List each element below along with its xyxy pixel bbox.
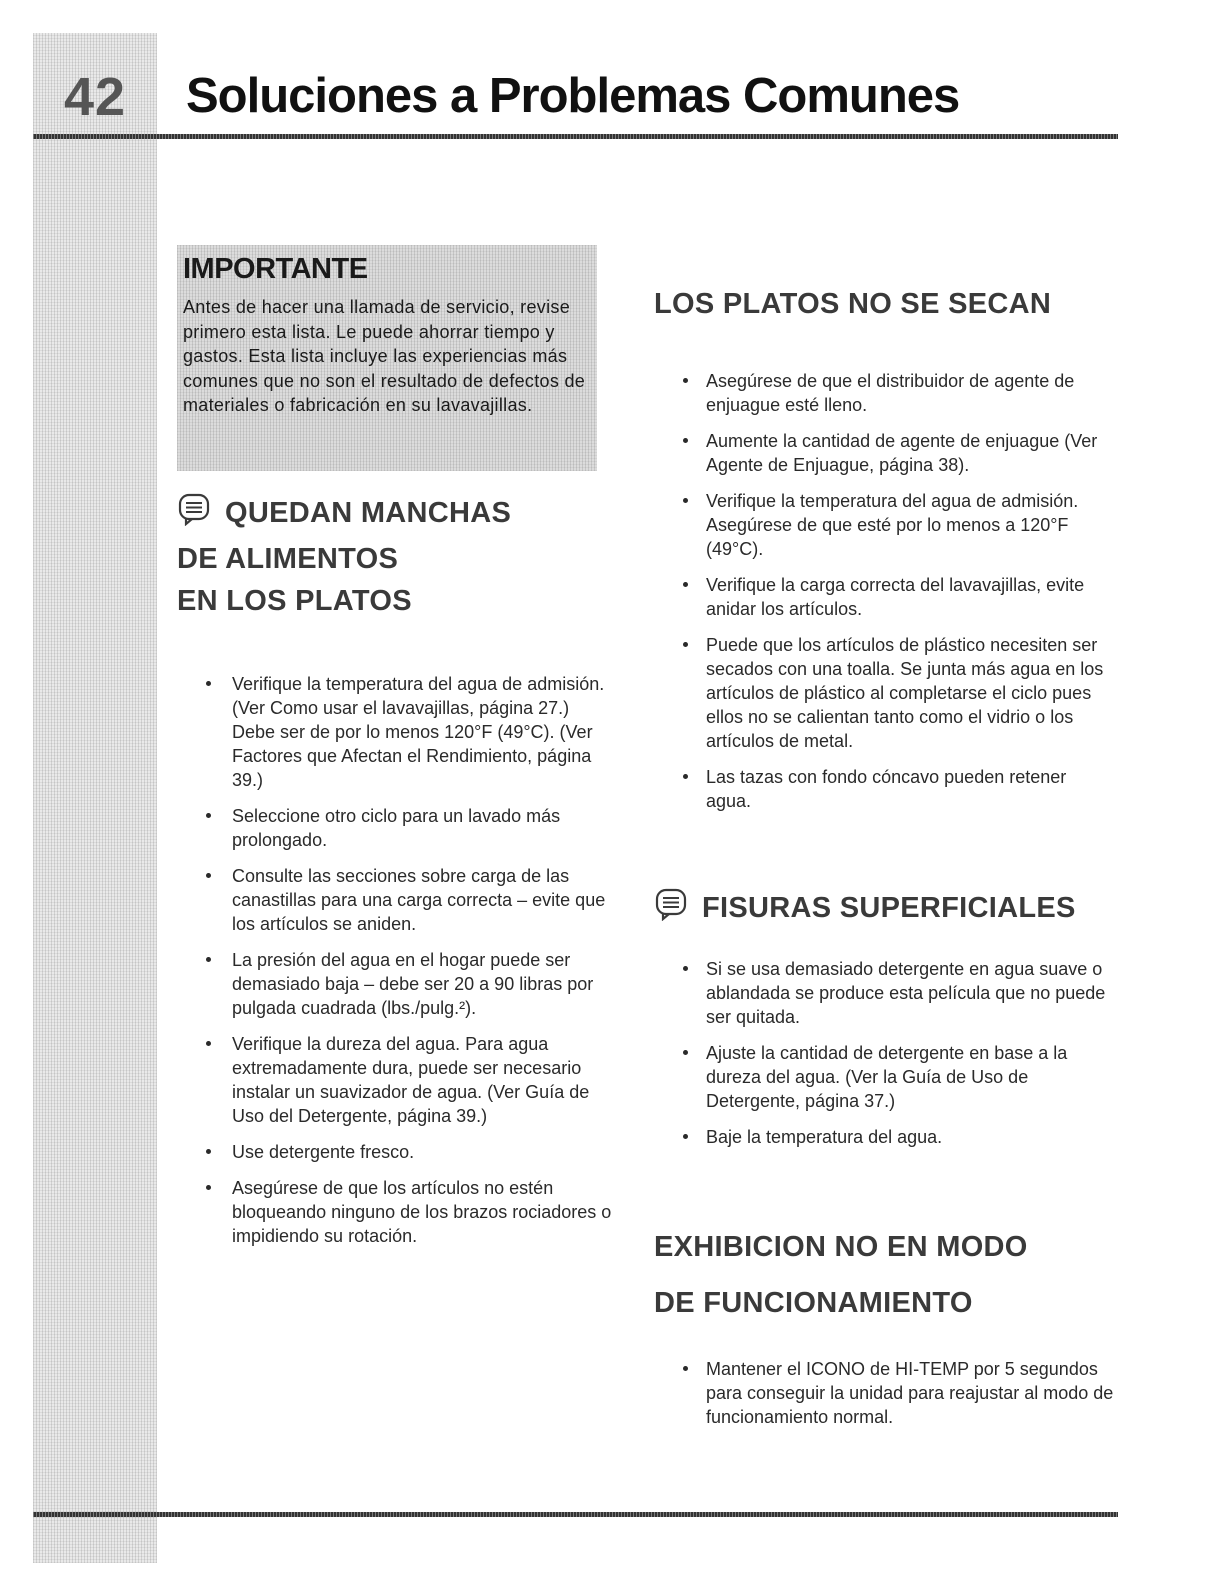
heading-line: DE ALIMENTOS bbox=[177, 543, 399, 575]
bullet-dot bbox=[683, 582, 688, 587]
important-title: IMPORTANTE bbox=[183, 253, 368, 285]
bullet-dot bbox=[206, 1185, 211, 1190]
list-item: Verifique la temperatura del agua de admisión. (Ver Como usar el lavavajillas, página 27.) Debe ser de por lo menos 120°F (49°C). (Ver Factores que Afectan el Rendimiento, página 39.) bbox=[177, 672, 617, 792]
bullet-dot bbox=[206, 957, 211, 962]
bullet-dot bbox=[683, 438, 688, 443]
list-item: Mantener el ICONO de HI-TEMP por 5 segundos para conseguir la unidad para reajustar al modo de funcionamiento normal. bbox=[654, 1357, 1114, 1429]
heading-line: EXHIBICION NO EN MODO bbox=[654, 1231, 1028, 1263]
heading-line: DE FUNCIONAMIENTO bbox=[654, 1287, 973, 1319]
list-manchas bbox=[177, 672, 617, 1248]
list-item: Si se usa demasiado detergente en agua suave o ablandada se produce esta película que no puede ser quitada. bbox=[654, 957, 1114, 1029]
note-icon bbox=[654, 887, 688, 933]
list-item: Use detergente fresco. bbox=[177, 1140, 617, 1164]
list-item: Asegúrese de que los artículos no estén bloqueando ninguno de los brazos rociadores o impidiendo su rotación. bbox=[177, 1176, 617, 1248]
list-item: Aumente la cantidad de agente de enjuague (Ver Agente de Enjuague, página 38). bbox=[654, 429, 1114, 477]
list-fisuras bbox=[654, 957, 1114, 1149]
list-item: Seleccione otro ciclo para un lavado más prolongado. bbox=[177, 804, 617, 852]
right-column bbox=[654, 283, 1114, 1441]
section-heading-manchas bbox=[177, 492, 617, 622]
list-item: Consulte las secciones sobre carga de las canastillas para una carga correcta – evite que los artículos se aniden. bbox=[177, 864, 617, 936]
footer-rule bbox=[33, 1512, 1118, 1517]
side-strip bbox=[33, 33, 157, 1563]
list-item: Baje la temperatura del agua. bbox=[654, 1125, 1114, 1149]
left-column bbox=[177, 492, 617, 1260]
section-heading-exhibicion bbox=[654, 1219, 1114, 1331]
heading-line: FISURAS SUPERFICIALES bbox=[702, 892, 1076, 924]
list-item: Verifique la carga correcta del lavavajillas, evite anidar los artículos. bbox=[654, 573, 1114, 621]
bullet-dot bbox=[683, 498, 688, 503]
important-text: Antes de hacer una llamada de servicio, revise primero esta lista. Le puede ahorrar tiempo y gastos. Esta lista incluye las experiencias más comunes que no son el resultado de defectos de materiales o fabricación en su lavavajillas. bbox=[183, 297, 586, 415]
bullet-dot bbox=[683, 642, 688, 647]
list-item: La presión del agua en el hogar puede ser demasiado baja – debe ser 20 a 90 libras por pulgada cuadrada (lbs./pulg.²). bbox=[177, 948, 617, 1020]
list-item: Las tazas con fondo cóncavo pueden retener agua. bbox=[654, 765, 1114, 813]
bullet-dot bbox=[206, 1149, 211, 1154]
list-exhibicion bbox=[654, 1357, 1114, 1429]
list-item: Puede que los artículos de plástico necesiten ser secados con una toalla. Se junta más agua en los artículos de plástico al completarse el ciclo pues ellos no se calientan tanto como el vidrio o los artículos de metal. bbox=[654, 633, 1114, 753]
heading-line: QUEDAN MANCHAS bbox=[225, 497, 512, 529]
bullet-dot bbox=[683, 1050, 688, 1055]
bullet-dot bbox=[206, 681, 211, 686]
section-heading-fisuras bbox=[654, 887, 1114, 933]
bullet-dot bbox=[206, 873, 211, 878]
header-rule bbox=[33, 134, 1118, 139]
list-item: Verifique la temperatura del agua de admisión. Asegúrese de que esté por lo menos a 120°F (49°C). bbox=[654, 489, 1114, 561]
important-notice bbox=[177, 245, 597, 471]
bullet-dot bbox=[683, 1366, 688, 1371]
bullet-dot bbox=[683, 966, 688, 971]
list-secan bbox=[654, 369, 1114, 813]
heading-line: EN LOS PLATOS bbox=[177, 585, 412, 617]
bullet-dot bbox=[683, 378, 688, 383]
bullet-dot bbox=[683, 774, 688, 779]
bullet-dot bbox=[683, 1134, 688, 1139]
section-heading-secan: LOS PLATOS NO SE SECAN bbox=[654, 288, 1052, 320]
note-icon bbox=[177, 492, 211, 538]
list-item: Asegúrese de que el distribuidor de agente de enjuague esté lleno. bbox=[654, 369, 1114, 417]
bullet-dot bbox=[206, 813, 211, 818]
list-item: Ajuste la cantidad de detergente en base a la dureza del agua. (Ver la Guía de Uso de Detergente, página 37.) bbox=[654, 1041, 1114, 1113]
list-item: Verifique la dureza del agua. Para agua extremadamente dura, puede ser necesario instalar un suavizador de agua. (Ver Guía de Uso del Detergente, página 39.) bbox=[177, 1032, 617, 1128]
page-title: Soluciones a Problemas Comunes bbox=[186, 69, 960, 123]
bullet-dot bbox=[206, 1041, 211, 1046]
page-number: 42 bbox=[63, 67, 127, 127]
